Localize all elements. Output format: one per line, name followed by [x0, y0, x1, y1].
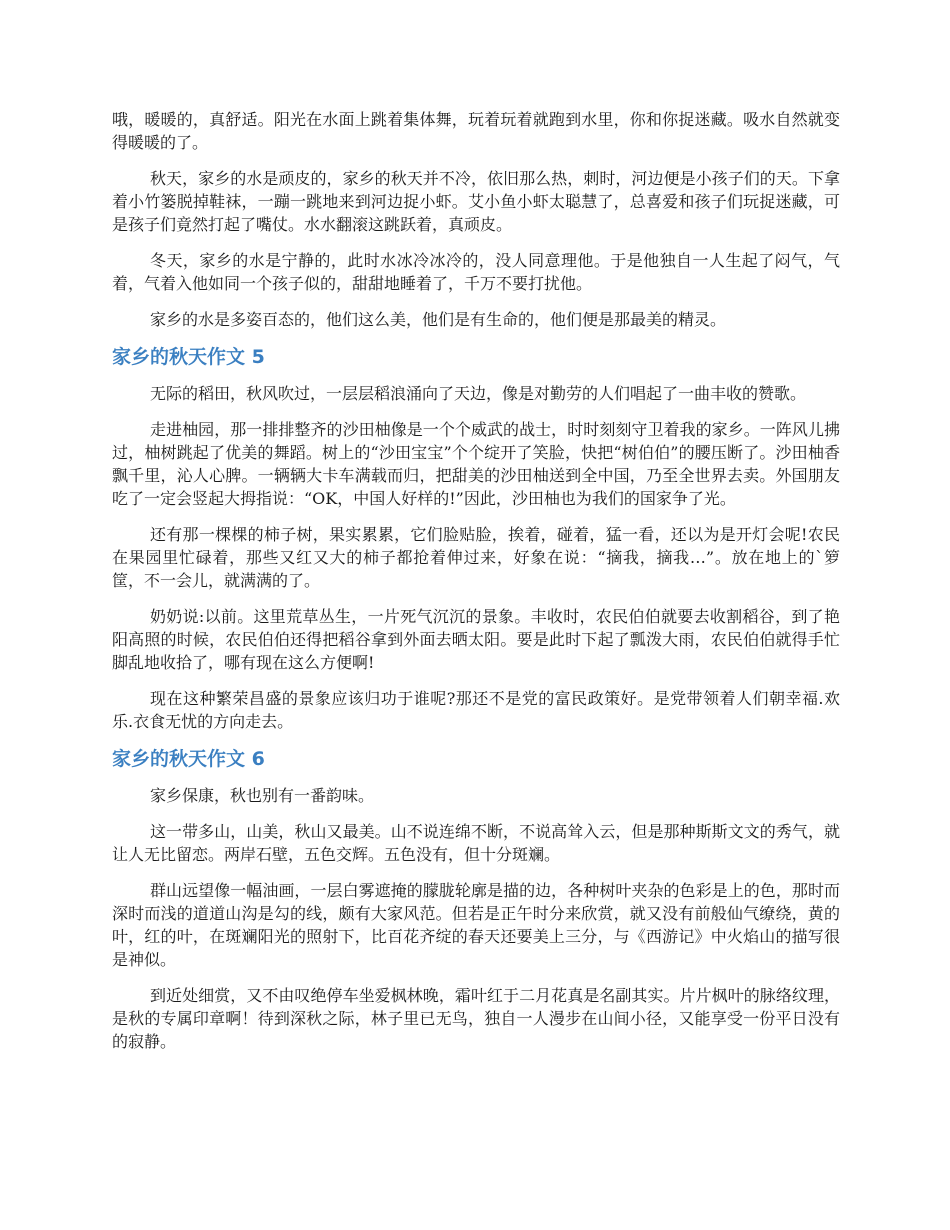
paragraph: 现在这种繁荣昌盛的景象应该归功于谁呢?那还不是党的富民政策好。是党带领着人们朝幸福.欢乐.衣食无忧的方向走去。	[112, 689, 840, 731]
paragraph: 哦，暖暖的，真舒适。阳光在水面上跳着集体舞，玩着玩着就跑到水里，你和你捉迷藏。吸水自然就变得暖暖的了。	[112, 110, 840, 152]
paragraph: 无际的稻田，秋风吹过，一层层稻浪涌向了天边，像是对勤劳的人们唱起了一曲丰收的赞歌。	[150, 384, 807, 403]
section-heading-6: 家乡的秋天作文 6	[112, 748, 265, 770]
paragraph: 冬天，家乡的水是宁静的，此时水冰冷冰冷的，没人同意理他。于是他独自一人生起了闷气，气着，气着入他如同一个孩子似的，甜甜地睡着了，千万不要打扰他。	[112, 251, 840, 293]
paragraph: 秋天，家乡的水是顽皮的，家乡的秋天并不冷，依旧那么热，刺时，河边便是小孩子们的天。下拿着小竹篓脱掉鞋袜，一蹦一跳地来到河边捉小虾。艾小鱼小虾太聪慧了，总喜爱和孩子们玩捉迷藏，可是孩子们竟然打起了嘴仗。水水翻滚这跳跃着，真顽皮。	[112, 169, 840, 234]
paragraph: 群山远望像一幅油画，一层白雾遮掩的朦胧轮廓是描的边，各种树叶夹杂的色彩是上的色，那时而深时而浅的道道山沟是勾的线，颇有大家风范。但若是正午时分来欣赏，就又没有前般仙气缭绕，黄的叶，红的叶，在斑斓阳光的照射下，比百花齐绽的春天还要美上三分，与《西游记》中火焰山的描写很是神似。	[112, 881, 840, 969]
paragraph: 家乡保康，秋也别有一番韵味。	[150, 786, 375, 805]
paragraph: 这一带多山，山美，秋山又最美。山不说连绵不断，不说高耸入云，但是那种斯斯文文的秀气，就让人无比留恋。两岸石壁，五色交辉。五色没有，但十分斑斓。	[112, 822, 840, 864]
paragraph: 走进柚园，那一排排整齐的沙田柚像是一个个威武的战士，时时刻刻守卫着我的家乡。一阵风儿拂过，柚树跳起了优美的舞蹈。树上的“沙田宝宝”个个绽开了笑脸，快把“树伯伯”的腰压断了。沙田柚香飘千里，沁人心脾。一辆辆大卡车满载而归，把甜美的沙田柚送到全中国，乃至全世界去卖。外国朋友吃了一定会竖起大拇指说：“OK，中国人好样的!”因此，沙田柚也为我们的国家争了光。	[112, 420, 840, 508]
paragraph: 家乡的水是多姿百态的，他们这么美，他们是有生命的，他们便是那最美的精灵。	[150, 310, 727, 329]
paragraph: 奶奶说:以前。这里荒草丛生，一片死气沉沉的景象。丰收时，农民伯伯就要去收割稻谷，到了艳阳高照的时候，农民伯伯还得把稻谷拿到外面去晒太阳。要是此时下起了瓢泼大雨，农民伯伯就得手忙脚乱地收拾了，哪有现在这么方便啊!	[112, 607, 840, 672]
document-page	[112, 108, 840, 1066]
paragraph: 到近处细赏，又不由叹绝停车坐爱枫林晚，霜叶红于二月花真是名副其实。片片枫叶的脉络纹理，是秋的专属印章啊！待到深秋之际，林子里已无鸟，独自一人漫步在山间小径，又能享受一份平日没有的寂静。	[112, 986, 840, 1051]
section-heading-5: 家乡的秋天作文 5	[112, 346, 265, 368]
paragraph: 还有那一棵棵的柿子树，果实累累，它们脸贴脸，挨着，碰着，猛一看，还以为是开灯会呢!农民在果园里忙碌着，那些又红又大的柿子都抢着伸过来，好象在说：“摘我，摘我…”。放在地上的`箩筐，不一会儿，就满满的了。	[112, 525, 840, 590]
